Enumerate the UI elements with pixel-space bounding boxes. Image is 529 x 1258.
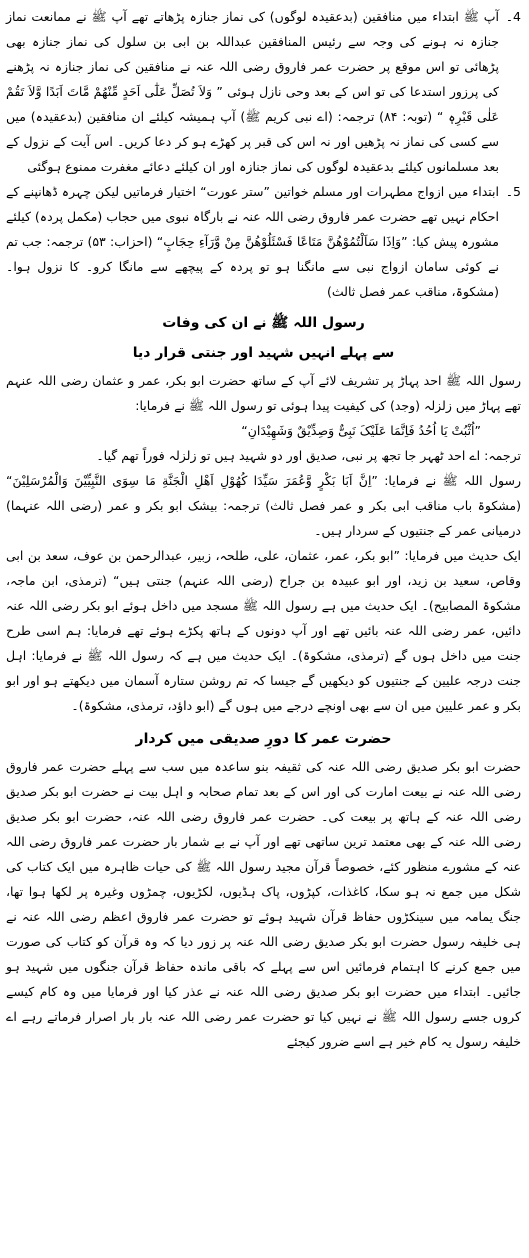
list-item-text: آپ ﷺ ابتداء میں منافقین (بدعقیدہ لوگوں) کی نماز جنازہ پڑھاتے تھے آپ ﷺ نے ممانعت نماز جنازہ نہ ہونے کی وجہ سے رئیس المنافقین عبداللہ بن ابی بن سلول کی نماز جنازہ بھی پڑھائی تو اس موقع پر حضرت عمر فاروق رضی اللہ عنہ نے منافقین کی نماز جنازہ نہ پڑھنے کی پرزور استدعا کی تو اس کے بعد وحی نازل ہوئی ” وَلاَ تُصَلِّ عَلٰٓی اَحَدٍ مِّنْهُمْ مَّاتَ اَبَدًا وَّلاَ تَقُمْ عَلٰی قَبْرِهٖ “ (توبہ: ۸۴) ترجمہ: (اے نبی کریم ﷺ) آپ ہمیشہ کیلئے ان منافقین (بدعقیدہ) میں سے کسی کی نماز نہ پڑھیں اور نہ اس کی قبر پر کھڑے ہو کر دعا کریں۔ اس آیت کے نزول کے بعد مسلمانوں کیلئے بدعقیدہ لوگوں کی نماز جنازہ اور ان کیلئے دعائے مغفرت ممنوع ہوگئی: [6, 9, 499, 174]
paragraph: ایک حدیث میں فرمایا: ”ابو بکر، عمر، عثمان، علی، طلحہ، زبیر، عبدالرحمن بن عوف، سعد بن ابی وقاص، سعید بن زید، اور ابو عبیدہ بن جراح (رضی اللہ عنہم) جنتی ہیں“ (ترمذی، ابن ماجہ، مشکوۃ المصابیح)۔ ایک حدیث میں ہے رسول اللہ ﷺ مسجد میں داخل ہوئے ابو بکر رضی اللہ عنہ دائیں، عمر رضی اللہ عنہ بائیں تھے اور آپ دونوں کے ہاتھ پکڑے ہوئے تھے فرمایا: ہم اسی طرح جنت میں داخل ہوں گے (ترمذی، مشکوۃ)۔ ایک حدیث میں ہے کہ رسول اللہ ﷺ نے فرمایا: اہل جنت درجہ علیین کے جنتیوں کو دیکھیں گے جیسا کہ تم روشن ستارہ آسمان میں دیکھتے ہو اور ابو بکر و عمر علیین میں ان سے بھی اونچے درجے میں ہوں گے (ابو داؤد، ترمذی، مشکوۃ)۔: [6, 548, 521, 713]
paragraph: رسول اللہ ﷺ نے فرمایا: ”اِنَّ اَبَا بَکْرٍ وَّعُمَرَ سَیِّدَا کُهُوْلِ اَهْلِ الْجَنَّةِ مَا سِوَی النَّبِیِّیْنَ وَالْمُرْسَلِیْنَ“ (مشکوۃ باب مناقب ابی بکر و عمر فصل ثالث) ترجمہ: بیشک ابو بکر و عمر (رضی اللہ عنہما) درمیانی عمر کے جنتیوں کے سردار ہیں۔: [6, 473, 521, 538]
paragraph: رسول اللہ ﷺ احد پہاڑ پر تشریف لائے آپ کے ساتھ حضرت ابو بکر، عمر و عثمان رضی اللہ عنہم تھے پہاڑ میں زلزلہ (وجد) کی کیفیت پیدا ہوئی تو رسول اللہ ﷺ نے فرمایا:: [6, 373, 521, 413]
list-item-4: [6, 4, 521, 179]
list-item-text: ابتداء میں ازواج مطہرات اور مسلم خواتین ”ستر عورت“ اختیار فرماتیں لیکن چہرہ ڈھانپنے کے احکام نہیں تھے حضرت عمر فاروق رضی اللہ عنہ نے بارگاہ نبوی میں حجاب (مکمل پردہ) کیلئے مشورہ پیش کیا: ”وَاِذَا سَاَلْتُمُوْهُنَّ مَتَاعًا فَسْئَلُوْهُنَّ مِنْ وَّرَآءِ حِجَابٍ“ (احزاب: ۵۳) ترجمہ: جب تم نے کوئی سامان ازواج نبی سے مانگنا ہو تو پردہ کے پیچھے سے مانگا کرو۔ کا نزول ہوا۔ (مشکوۃ، مناقب عمر فصل ثالث): [6, 184, 499, 299]
section-heading-line-2: سے پہلے انہیں شہید اور جنتی قرار دیا: [132, 345, 395, 361]
list-number: 5۔: [505, 184, 521, 199]
paragraph: حضرت ابو بکر صدیق رضی اللہ عنہ کی ثقیفہ بنو ساعدہ میں سب سے پہلے حضرت عمر فاروق رضی اللہ عنہ نے بیعت امارت کی اور اس کے بعد تمام صحابہ و اہل بیت نے حضرت ابو بکر صدیق رضی اللہ عنہ کے ہاتھ پر بیعت کی۔ حضرت عمر فاروق رضی اللہ عنہ، حضرت ابو بکر صدیق رضی اللہ عنہ کے بھی معتمد ترین ساتھی تھے اور آپ نے بے شمار بار حضرت عمر فاروق رضی اللہ عنہ کے مشورے منظور کئے، خصوصاً قرآن مجید رسول اللہ ﷺ کی حیات ظاہرہ میں ایک کتاب کی شکل میں جمع نہ ہو سکا، کاغذات، کپڑوں، پاک ہڈیوں، لکڑیوں، چمڑوں وغیرہ پر لکھا ہوا تھا، جنگ یمامہ میں سینکڑوں حفاظ قرآن شہید ہوئے تو حضرت عمر فاروق اعظم رضی اللہ عنہ نے ہی خلیفہ رسول حضرت ابو بکر صدیق رضی اللہ عنہ پر زور دیا کہ وہ قرآن کو کتاب کی صورت میں جمع کرنے کا اہتمام فرمائیں اس سے پہلے کہ باقی ماندہ حفاظ قرآن جنگوں میں شہید ہو جائیں۔ ابتداء میں حضرت ابو بکر صدیق رضی اللہ عنہ نے عذر کیا اور فرمایا میں وہ کام کیسے کروں جسے رسول اللہ ﷺ نے نہیں کیا تو حضرت عمر رضی اللہ عنہ بار بار اصرار فرماتے رہے اے خلیفہ رسول یہ کام خیر ہے اسے ضرور کیجئے: [6, 759, 521, 1049]
list-number: 4۔: [505, 9, 521, 24]
section-heading-line-1: رسول اللہ ﷺ نے ان کی وفات: [162, 315, 365, 331]
list-item-5: [6, 179, 521, 304]
section-heading: حضرت عمر کا دورِ صدیقی میں کردار: [135, 731, 392, 747]
paragraph-translation: ترجمہ: اے احد ٹھہر جا تجھ پر نبی، صدیق اور دو شہید ہیں تو زلزلہ فوراً تھم گیا۔: [96, 448, 521, 463]
hadith-quote: ”اُثْبُتْ یَا اُحُدُ فَاِنَّمَا عَلَیْکَ نَبِیٌّ وَصِدِّیْقٌ وَشَهِیْدَانِ“: [241, 423, 481, 438]
